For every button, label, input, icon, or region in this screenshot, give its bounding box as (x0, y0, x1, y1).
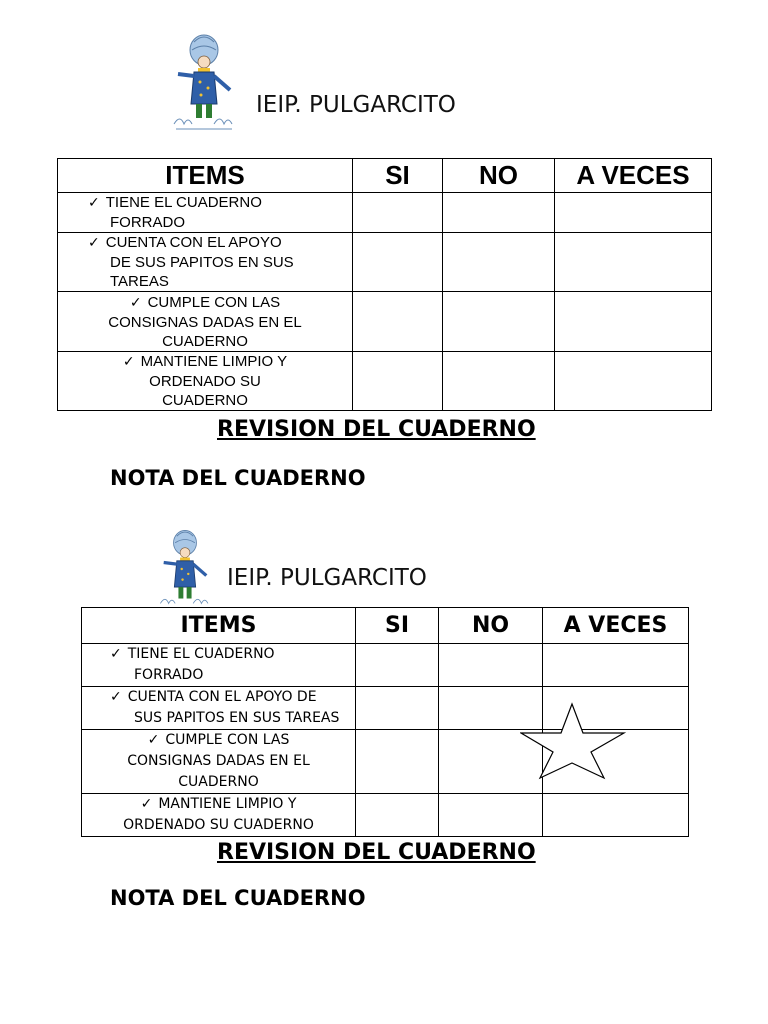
nota-heading: NOTA DEL CUADERNO (110, 886, 366, 910)
star-icon (520, 702, 626, 785)
school-name: IEIP. PULGARCITO (227, 565, 427, 591)
revision-heading: REVISION DEL CUADERNO (217, 840, 536, 865)
a-veces-cell[interactable] (555, 292, 712, 352)
item-line: TIENE EL CUADERNO (127, 646, 275, 662)
item-line: CUADERNO (162, 332, 248, 350)
item-line: CUADERNO (162, 392, 248, 409)
item-cell (58, 233, 353, 292)
si-cell[interactable] (353, 233, 443, 292)
item-line: MANTIENE LIMPIO Y (140, 353, 288, 370)
si-cell[interactable] (353, 193, 443, 233)
school-name: IEIP. PULGARCITO (256, 92, 456, 118)
si-cell[interactable] (353, 292, 443, 352)
checklist-table (57, 158, 712, 411)
item-cell (58, 292, 353, 352)
a-veces-cell[interactable] (555, 233, 712, 292)
checkmark-icon: ✓ (88, 235, 100, 251)
nota-heading: NOTA DEL CUADERNO (110, 466, 366, 490)
no-cell[interactable] (439, 794, 543, 837)
item-line: ORDENADO SU CUADERNO (123, 817, 314, 833)
item-line: CUMPLE CON LAS (147, 293, 281, 311)
header-items: ITEMS (58, 159, 353, 193)
item-cell (82, 794, 356, 837)
si-cell[interactable] (356, 644, 439, 687)
item-line: CUADERNO (178, 774, 259, 790)
header-no: NO (443, 159, 555, 193)
item-line: MANTIENE LIMPIO Y (158, 796, 297, 812)
no-cell[interactable] (439, 644, 543, 687)
checkmark-icon: ✓ (110, 689, 122, 705)
no-cell[interactable] (443, 193, 555, 233)
item-line: CONSIGNAS DADAS EN EL (108, 313, 302, 331)
item-line: CUMPLE CON LAS (165, 732, 290, 748)
child-mascot-icon (170, 32, 238, 132)
si-cell[interactable] (356, 794, 439, 837)
a-veces-cell[interactable] (555, 193, 712, 233)
header-items: ITEMS (82, 608, 356, 644)
revision-heading: REVISION DEL CUADERNO (217, 417, 536, 442)
item-line: FORRADO (110, 214, 185, 231)
item-cell (82, 644, 356, 687)
item-line: CONSIGNAS DADAS EN EL (127, 753, 310, 769)
item-line: FORRADO (134, 667, 204, 683)
item-cell (82, 687, 356, 730)
a-veces-cell[interactable] (543, 794, 689, 837)
checkmark-icon: ✓ (140, 796, 153, 812)
no-cell[interactable] (443, 352, 555, 411)
item-line: ORDENADO SU (149, 373, 261, 390)
a-veces-cell[interactable] (555, 352, 712, 411)
header-si: SI (356, 608, 439, 644)
checkmark-icon: ✓ (129, 294, 142, 311)
item-cell (58, 352, 353, 411)
header-a-veces: A VECES (555, 159, 712, 193)
header-no: NO (439, 608, 543, 644)
item-line: DE SUS PAPITOS EN SUS (110, 254, 294, 271)
no-cell[interactable] (443, 292, 555, 352)
item-cell (82, 730, 356, 794)
item-line: TIENE EL CUADERNO (105, 194, 262, 211)
checkmark-icon: ✓ (147, 732, 160, 748)
item-line: CUENTA CON EL APOYO (105, 234, 282, 251)
header-si: SI (353, 159, 443, 193)
si-cell[interactable] (356, 687, 439, 730)
checkmark-icon: ✓ (110, 646, 122, 662)
item-cell (58, 193, 353, 233)
no-cell[interactable] (443, 233, 555, 292)
si-cell[interactable] (356, 730, 439, 794)
item-line: CUENTA CON EL APOYO DE (127, 689, 317, 705)
si-cell[interactable] (353, 352, 443, 411)
checkmark-icon: ✓ (88, 195, 100, 211)
a-veces-cell[interactable] (543, 644, 689, 687)
child-mascot-icon (155, 528, 215, 610)
checkmark-icon: ✓ (122, 354, 135, 370)
item-line: SUS PAPITOS EN SUS TAREAS (134, 710, 340, 726)
item-line: TAREAS (110, 273, 169, 290)
header-a-veces: A VECES (543, 608, 689, 644)
